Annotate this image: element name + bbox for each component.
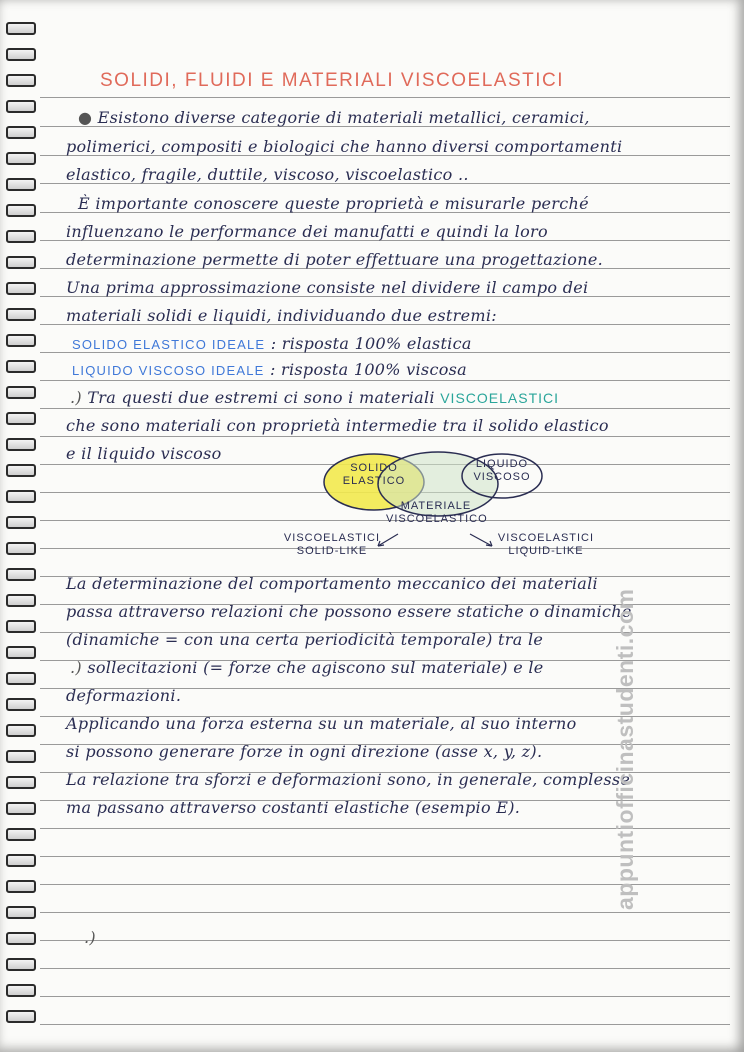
liquid-label: LIQUIDO VISCOSO (473, 458, 531, 483)
text-line: che sono materiali con proprietà intermedie tra il solido elastico (66, 416, 609, 435)
text-line: passa attraverso relazioni che possono essere statiche o dinamiche (66, 602, 632, 621)
text-line: elastico, fragile, duttile, viscoso, viscoelastico .. (66, 165, 469, 184)
text-line: (dinamiche = con una certa periodicità temporale) tra le (66, 630, 544, 649)
liquid-like-label: VISCOELASTICI LIQUID-LIKE (497, 532, 595, 557)
watermark: appuntiofficinastudenti.com (612, 588, 638, 910)
text-line: materiali solidi e liquidi, individuando due estremi: (66, 306, 497, 325)
text-line: .) Tra questi due estremi ci sono i materiali VISCOELASTICI (70, 388, 560, 407)
text-line: e il liquido viscoso (66, 444, 222, 463)
text-line: determinazione permette di poter effettuare una progettazione. (66, 250, 603, 269)
ideal-solid-text: : risposta 100% elastica (270, 334, 472, 353)
bullet-icon: ● (78, 108, 93, 127)
ideal-solid-line (72, 334, 472, 353)
center-label: MATERIALE VISCOELASTICO (386, 500, 488, 525)
solid-label: SOLIDO ELASTICO (342, 462, 406, 487)
spiral-binding (0, 0, 40, 1052)
ideal-solid-label: SOLIDO ELASTICO IDEALE (72, 337, 266, 352)
ideal-liquid-label: LIQUIDO VISCOSO IDEALE (72, 363, 265, 378)
text-line: La determinazione del comportamento meccanico dei materiali (66, 574, 598, 593)
text-line: polimerici, compositi e biologici che hanno diversi comportamenti (66, 137, 623, 156)
text-line: influenzano le performance dei manufatti e quindi la loro (66, 222, 548, 241)
text-line: ma passano attraverso costanti elastiche (esempio E). (66, 798, 521, 817)
text-line: ● Esistono diverse categorie di materiali metallici, ceramici, (78, 108, 590, 127)
text-line: .) sollecitazioni (= forze che agiscono sul materiale) e le (70, 658, 544, 677)
ideal-liquid-line (72, 360, 467, 379)
text-line: Una prima approssimazione consiste nel dividere il campo dei (66, 278, 589, 297)
text-line: È importante conoscere queste proprietà e misurarle perché (78, 194, 589, 213)
text-line: si possono generare forze in ogni direzione (asse x, y, z). (66, 742, 543, 761)
text-line: Applicando una forza esterna su un materiale, al suo interno (66, 714, 577, 733)
ideal-liquid-text: : risposta 100% viscosa (269, 360, 467, 379)
viscoelastic-highlight: VISCOELASTICI (440, 390, 560, 406)
stray-mark: .) (84, 928, 96, 947)
text-line: La relazione tra sforzi e deformazioni sono, in generale, complesse (66, 770, 631, 789)
page-title: SOLIDI, FLUIDI E MATERIALI VISCOELASTICI (100, 70, 565, 91)
text-line: deformazioni. (66, 686, 182, 705)
solid-like-label: VISCOELASTICI SOLID-LIKE (283, 532, 381, 557)
